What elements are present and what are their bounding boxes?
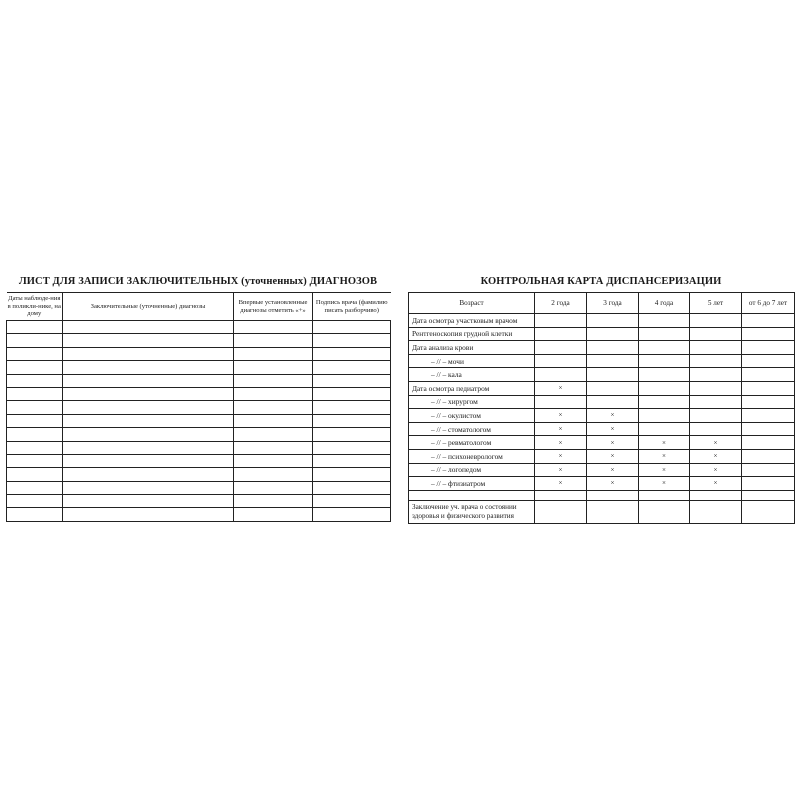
dispensary-row xyxy=(409,341,795,355)
diagnoses-blank-cell xyxy=(63,481,234,494)
dispensary-row xyxy=(409,368,795,382)
cross-mark-cell: × xyxy=(535,477,587,491)
dispensary-blank-cell xyxy=(639,327,690,341)
diagnoses-blank-cell xyxy=(7,334,63,347)
dispensary-row xyxy=(409,395,795,409)
dispensary-blank-cell xyxy=(690,409,742,423)
dispensary-row-label: – // – логопедом xyxy=(409,463,535,477)
dispensary-row-label: – // – окулистом xyxy=(409,409,535,423)
dispensary-row-label: Дата осмотра педиатром xyxy=(409,381,535,395)
dispensary-blank-cell xyxy=(742,409,795,423)
dispensary-blank-cell xyxy=(535,314,587,328)
dispensary-row xyxy=(409,436,795,450)
cross-mark-cell: × xyxy=(690,463,742,477)
dispensary-blank-cell xyxy=(535,354,587,368)
dispensary-row-label: – // – ревматологом xyxy=(409,436,535,450)
diagnoses-blank-cell xyxy=(63,414,234,427)
col-signature-header: Подпись врача (фамилию писать разборчиво) xyxy=(313,293,391,321)
diagnoses-blank-cell xyxy=(7,454,63,467)
cross-mark-cell: × xyxy=(587,463,639,477)
diagnoses-blank-cell xyxy=(7,387,63,400)
dispensary-blank-cell xyxy=(690,381,742,395)
dispensary-row-label: Дата анализа крови xyxy=(409,341,535,355)
diagnoses-blank-cell xyxy=(7,508,63,521)
dispensary-blank-cell xyxy=(742,490,795,500)
diagnoses-blank-cell xyxy=(234,347,313,360)
diagnoses-blank-row xyxy=(7,428,391,441)
dispensary-row xyxy=(409,381,795,395)
dispensary-blank-cell xyxy=(409,490,535,500)
dispensary-blank-cell xyxy=(639,422,690,436)
diagnoses-blank-row xyxy=(7,321,391,334)
diagnoses-blank-cell xyxy=(313,468,391,481)
diagnoses-blank-cell xyxy=(234,361,313,374)
dispensary-blank-cell xyxy=(742,354,795,368)
dispensary-blank-cell xyxy=(690,500,742,523)
dispensary-blank-cell xyxy=(690,341,742,355)
dispensary-blank-cell xyxy=(639,341,690,355)
dispensary-blank-cell xyxy=(639,354,690,368)
diagnoses-blank-row xyxy=(7,374,391,387)
diagnoses-blank-row xyxy=(7,508,391,521)
cross-mark-cell: × xyxy=(535,381,587,395)
dispensary-blank-cell xyxy=(639,368,690,382)
dispensary-blank-cell xyxy=(742,341,795,355)
dispensary-row-label: – // – фтизиатром xyxy=(409,477,535,491)
dispensary-blank-cell xyxy=(742,477,795,491)
dispensary-table xyxy=(408,292,795,524)
cross-mark-cell: × xyxy=(639,449,690,463)
cross-mark-cell: × xyxy=(587,436,639,450)
dispensary-row xyxy=(409,327,795,341)
diagnoses-blank-row xyxy=(7,347,391,360)
diagnoses-blank-cell xyxy=(63,401,234,414)
diagnoses-blank-cell xyxy=(63,495,234,508)
dispensary-blank-cell xyxy=(587,354,639,368)
diagnoses-blank-cell xyxy=(7,495,63,508)
dispensary-spacer-row xyxy=(409,490,795,500)
dispensary-row-label: – // – стоматологом xyxy=(409,422,535,436)
diagnoses-blank-row xyxy=(7,334,391,347)
diagnoses-blank-cell xyxy=(313,347,391,360)
cross-mark-cell: × xyxy=(587,449,639,463)
dispensary-blank-cell xyxy=(742,449,795,463)
diagnoses-blank-cell xyxy=(313,401,391,414)
diagnoses-blank-cell xyxy=(234,401,313,414)
diagnoses-blank-cell xyxy=(234,428,313,441)
diagnoses-blank-cell xyxy=(63,468,234,481)
dispensary-row-label: Дата осмотра участковым врачом xyxy=(409,314,535,328)
dispensary-blank-cell xyxy=(639,500,690,523)
dispensary-row-label: Рентгеноскопия грудной клетки xyxy=(409,327,535,341)
diagnoses-blank-row xyxy=(7,361,391,374)
dispensary-blank-cell xyxy=(639,381,690,395)
diagnoses-blank-cell xyxy=(313,387,391,400)
col-dates-header: Даты наблюде-ния в поликли-нике, на дому xyxy=(7,293,63,321)
dispensary-blank-cell xyxy=(587,368,639,382)
diagnoses-blank-cell xyxy=(7,374,63,387)
diagnoses-blank-row xyxy=(7,401,391,414)
dispensary-row xyxy=(409,314,795,328)
cross-mark-cell: × xyxy=(690,436,742,450)
diagnoses-blank-cell xyxy=(7,481,63,494)
diagnoses-blank-cell xyxy=(313,495,391,508)
diagnoses-blank-cell xyxy=(313,428,391,441)
dispensary-blank-cell xyxy=(690,314,742,328)
diagnoses-blank-cell xyxy=(234,495,313,508)
col-age-2-header: 2 года xyxy=(535,293,587,314)
diagnoses-blank-cell xyxy=(313,321,391,334)
dispensary-blank-cell xyxy=(690,327,742,341)
dispensary-row xyxy=(409,477,795,491)
cross-mark-cell: × xyxy=(587,477,639,491)
diagnoses-blank-row xyxy=(7,481,391,494)
dispensary-blank-cell xyxy=(535,490,587,500)
col-diagnoses-header: Заключительные (уточненные) диагнозы xyxy=(63,293,234,321)
dispensary-blank-cell xyxy=(535,368,587,382)
diagnoses-blank-cell xyxy=(63,374,234,387)
cross-mark-cell: × xyxy=(535,436,587,450)
cross-mark-cell: × xyxy=(639,463,690,477)
diagnoses-blank-cell xyxy=(313,374,391,387)
left-page-title: ЛИСТ ДЛЯ ЗАПИСИ ЗАКЛЮЧИТЕЛЬНЫХ (уточненных) ДИАГНОЗОВ xyxy=(18,276,378,287)
diagnoses-blank-cell xyxy=(313,334,391,347)
diagnoses-blank-cell xyxy=(7,414,63,427)
dispensary-row-label: – // – хирургом xyxy=(409,395,535,409)
dispensary-row xyxy=(409,354,795,368)
diagnoses-blank-cell xyxy=(63,454,234,467)
dispensary-blank-cell xyxy=(742,500,795,523)
dispensary-row-label: – // – психоневрологом xyxy=(409,449,535,463)
cross-mark-cell: × xyxy=(535,409,587,423)
dispensary-row-label: – // – мочи xyxy=(409,354,535,368)
diagnoses-blank-row xyxy=(7,454,391,467)
cross-mark-cell: × xyxy=(535,449,587,463)
diagnoses-blank-cell xyxy=(234,468,313,481)
diagnoses-blank-cell xyxy=(313,481,391,494)
col-first-diagnosed-header: Впервые установленные диагнозы отметить «+» xyxy=(234,293,313,321)
col-age-5-header: 5 лет xyxy=(690,293,742,314)
diagnoses-blank-cell xyxy=(7,441,63,454)
diagnoses-blank-row xyxy=(7,495,391,508)
dispensary-blank-cell xyxy=(535,341,587,355)
conclusion-row xyxy=(409,500,795,523)
diagnoses-blank-cell xyxy=(313,361,391,374)
diagnoses-blank-row xyxy=(7,414,391,427)
diagnoses-blank-cell xyxy=(313,414,391,427)
dispensary-blank-cell xyxy=(742,422,795,436)
dispensary-blank-cell xyxy=(742,436,795,450)
cross-mark-cell: × xyxy=(690,477,742,491)
dispensary-blank-cell xyxy=(690,395,742,409)
diagnoses-blank-cell xyxy=(63,334,234,347)
dispensary-blank-cell xyxy=(742,463,795,477)
dispensary-blank-cell xyxy=(639,409,690,423)
diagnoses-blank-row xyxy=(7,468,391,481)
dispensary-blank-cell xyxy=(535,327,587,341)
diagnoses-blank-cell xyxy=(7,428,63,441)
diagnoses-blank-cell xyxy=(7,468,63,481)
cross-mark-cell: × xyxy=(690,449,742,463)
diagnoses-blank-cell xyxy=(63,428,234,441)
col-age-6-7-header: от 6 до 7 лет xyxy=(742,293,795,314)
diagnoses-blank-cell xyxy=(63,441,234,454)
diagnoses-blank-cell xyxy=(234,481,313,494)
cross-mark-cell: × xyxy=(639,436,690,450)
dispensary-row xyxy=(409,409,795,423)
diagnoses-blank-cell xyxy=(234,414,313,427)
dispensary-row xyxy=(409,449,795,463)
dispensary-blank-cell xyxy=(690,354,742,368)
dispensary-blank-cell xyxy=(639,314,690,328)
dispensary-row xyxy=(409,463,795,477)
dispensary-blank-cell xyxy=(742,368,795,382)
dispensary-blank-cell xyxy=(742,381,795,395)
cross-mark-cell: × xyxy=(535,463,587,477)
dispensary-blank-cell xyxy=(587,381,639,395)
diagnoses-blank-cell xyxy=(63,347,234,360)
diagnoses-blank-cell xyxy=(234,334,313,347)
diagnoses-blank-cell xyxy=(313,508,391,521)
dispensary-blank-cell xyxy=(742,327,795,341)
diagnoses-blank-cell xyxy=(234,441,313,454)
dispensary-blank-cell xyxy=(742,395,795,409)
diagnoses-blank-cell xyxy=(7,401,63,414)
dispensary-blank-cell xyxy=(690,368,742,382)
diagnoses-blank-cell xyxy=(63,361,234,374)
col-age-4-header: 4 года xyxy=(639,293,690,314)
dispensary-blank-cell xyxy=(690,490,742,500)
dispensary-blank-cell xyxy=(587,327,639,341)
diagnoses-blank-cell xyxy=(234,321,313,334)
diagnoses-blank-cell xyxy=(313,441,391,454)
dispensary-row-label: – // – кала xyxy=(409,368,535,382)
diagnoses-blank-cell xyxy=(63,387,234,400)
right-page-title: КОНТРОЛЬНАЯ КАРТА ДИСПАНСЕРИЗАЦИИ xyxy=(480,276,722,287)
col-age-header: Возраст xyxy=(409,293,535,314)
diagnoses-blank-cell xyxy=(7,321,63,334)
dispensary-blank-cell xyxy=(535,500,587,523)
dispensary-blank-cell xyxy=(742,314,795,328)
dispensary-blank-cell xyxy=(639,395,690,409)
diagnoses-header-row xyxy=(7,293,391,321)
diagnoses-blank-cell xyxy=(313,454,391,467)
dispensary-blank-cell xyxy=(587,341,639,355)
cross-mark-cell: × xyxy=(535,422,587,436)
dispensary-blank-cell xyxy=(587,500,639,523)
diagnoses-blank-cell xyxy=(234,454,313,467)
dispensary-blank-cell xyxy=(587,395,639,409)
cross-mark-cell: × xyxy=(587,409,639,423)
diagnoses-blank-cell xyxy=(234,374,313,387)
cross-mark-cell: × xyxy=(639,477,690,491)
dispensary-blank-cell xyxy=(639,490,690,500)
diagnoses-blank-row xyxy=(7,387,391,400)
dispensary-header-row xyxy=(409,293,795,314)
diagnoses-blank-cell xyxy=(7,361,63,374)
diagnoses-blank-cell xyxy=(7,347,63,360)
dispensary-blank-cell xyxy=(690,422,742,436)
col-age-3-header: 3 года xyxy=(587,293,639,314)
diagnoses-blank-row xyxy=(7,441,391,454)
diagnoses-blank-cell xyxy=(63,508,234,521)
diagnoses-blank-cell xyxy=(234,508,313,521)
cross-mark-cell: × xyxy=(587,422,639,436)
diagnoses-table xyxy=(6,292,391,522)
diagnoses-blank-cell xyxy=(234,387,313,400)
dispensary-row xyxy=(409,422,795,436)
dispensary-blank-cell xyxy=(535,395,587,409)
conclusion-label: Заключение уч. врача о состоянии здоровья и физического развития xyxy=(409,500,535,523)
diagnoses-blank-cell xyxy=(63,321,234,334)
dispensary-blank-cell xyxy=(587,490,639,500)
dispensary-blank-cell xyxy=(587,314,639,328)
